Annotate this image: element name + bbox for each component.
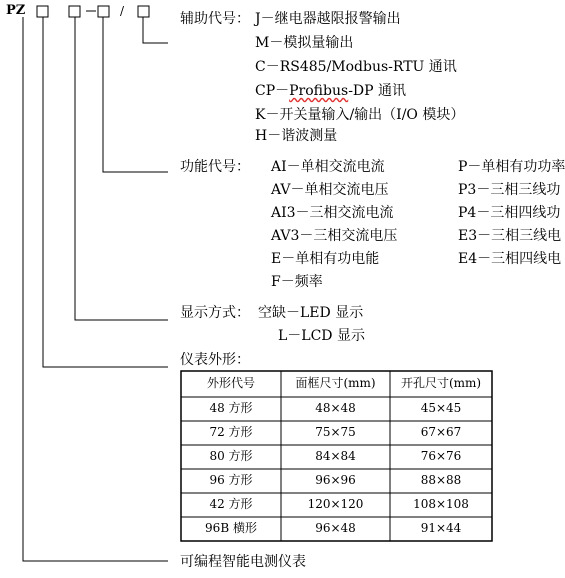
- auxiliary-item-2: M－模拟量输出: [255, 35, 354, 51]
- table-cell: 72 方形: [209, 425, 253, 439]
- display-heading: 显示方式：: [180, 305, 250, 321]
- code-box-2: [69, 6, 80, 17]
- table-cell: 96 方形: [209, 473, 253, 487]
- model-prefix: PZ: [6, 3, 26, 18]
- table-header-panel: 面框尺寸(mm): [295, 376, 376, 390]
- function-left-2: AV－单相交流电压: [271, 182, 389, 198]
- auxiliary-item-1: J－继电器越限报警输出: [255, 11, 401, 27]
- table-cell: 91×44: [420, 521, 462, 535]
- table-cell: 120×120: [307, 497, 364, 511]
- table-cell: 45×45: [420, 401, 462, 415]
- table-cell: 75×75: [315, 425, 356, 439]
- shape-heading: 仪表外形：: [180, 352, 250, 368]
- function-left-6: F－频率: [271, 274, 323, 290]
- bracket-display: [75, 17, 168, 320]
- code-box-1: [37, 6, 48, 17]
- function-right-3: P4－三相四线功: [458, 205, 561, 221]
- function-right-2: P3－三相三线功: [458, 182, 561, 198]
- table-header-cutout: 开孔尺寸(mm): [400, 376, 482, 390]
- table-header-shape: 外形代号: [206, 376, 255, 390]
- table-cell: 96×48: [315, 521, 356, 535]
- product-name: 可编程智能电测仪表: [180, 554, 306, 570]
- table-cell: 84×84: [315, 449, 356, 463]
- code-box-4: [138, 6, 149, 17]
- display-item-1: 空缺－LED 显示: [258, 305, 364, 321]
- function-left-3: AI3－三相交流电流: [271, 205, 394, 221]
- code-box-3: [98, 6, 109, 17]
- bracket-function: [103, 17, 168, 172]
- table-cell: 96B 横形: [205, 521, 257, 535]
- function-right-5: E4－三相四线电: [458, 251, 562, 267]
- auxiliary-item-6: H－谐波测量: [255, 128, 338, 144]
- table-cell: 42 方形: [209, 497, 253, 511]
- auxiliary-item-4: CP－Profibus-DP 通讯: [255, 83, 407, 99]
- function-right-1: P－单相有功功率: [458, 159, 565, 175]
- auxiliary-item-5: K－开关量输入/输出（I/O 模块）: [255, 107, 465, 123]
- table-cell: 48 方形: [209, 401, 253, 415]
- bracket-auxiliary: [143, 17, 168, 43]
- function-left-4: AV3－三相交流电压: [271, 228, 398, 244]
- function-heading: 功能代号：: [180, 159, 250, 175]
- bracket-shape: [43, 17, 168, 367]
- table-cell: 80 方形: [209, 449, 253, 463]
- display-item-2: L－LCD 显示: [278, 328, 365, 344]
- bracket-product: [23, 17, 168, 561]
- table-cell: 48×48: [315, 401, 356, 415]
- table-cell: 108×108: [413, 497, 469, 511]
- function-left-5: E－单相有功电能: [271, 251, 380, 267]
- table-cell: 96×96: [315, 473, 356, 487]
- table-cell: 88×88: [420, 473, 462, 487]
- table-cell: 76×76: [420, 449, 462, 463]
- function-right-4: E3－三相三线电: [458, 228, 562, 244]
- auxiliary-item-3: C－RS485/Modbus-RTU 通讯: [255, 59, 457, 75]
- table-cell: 67×67: [420, 425, 462, 439]
- code-slash: /: [120, 4, 125, 18]
- function-left-1: AI－单相交流电流: [271, 159, 385, 175]
- auxiliary-heading: 辅助代号：: [180, 11, 250, 27]
